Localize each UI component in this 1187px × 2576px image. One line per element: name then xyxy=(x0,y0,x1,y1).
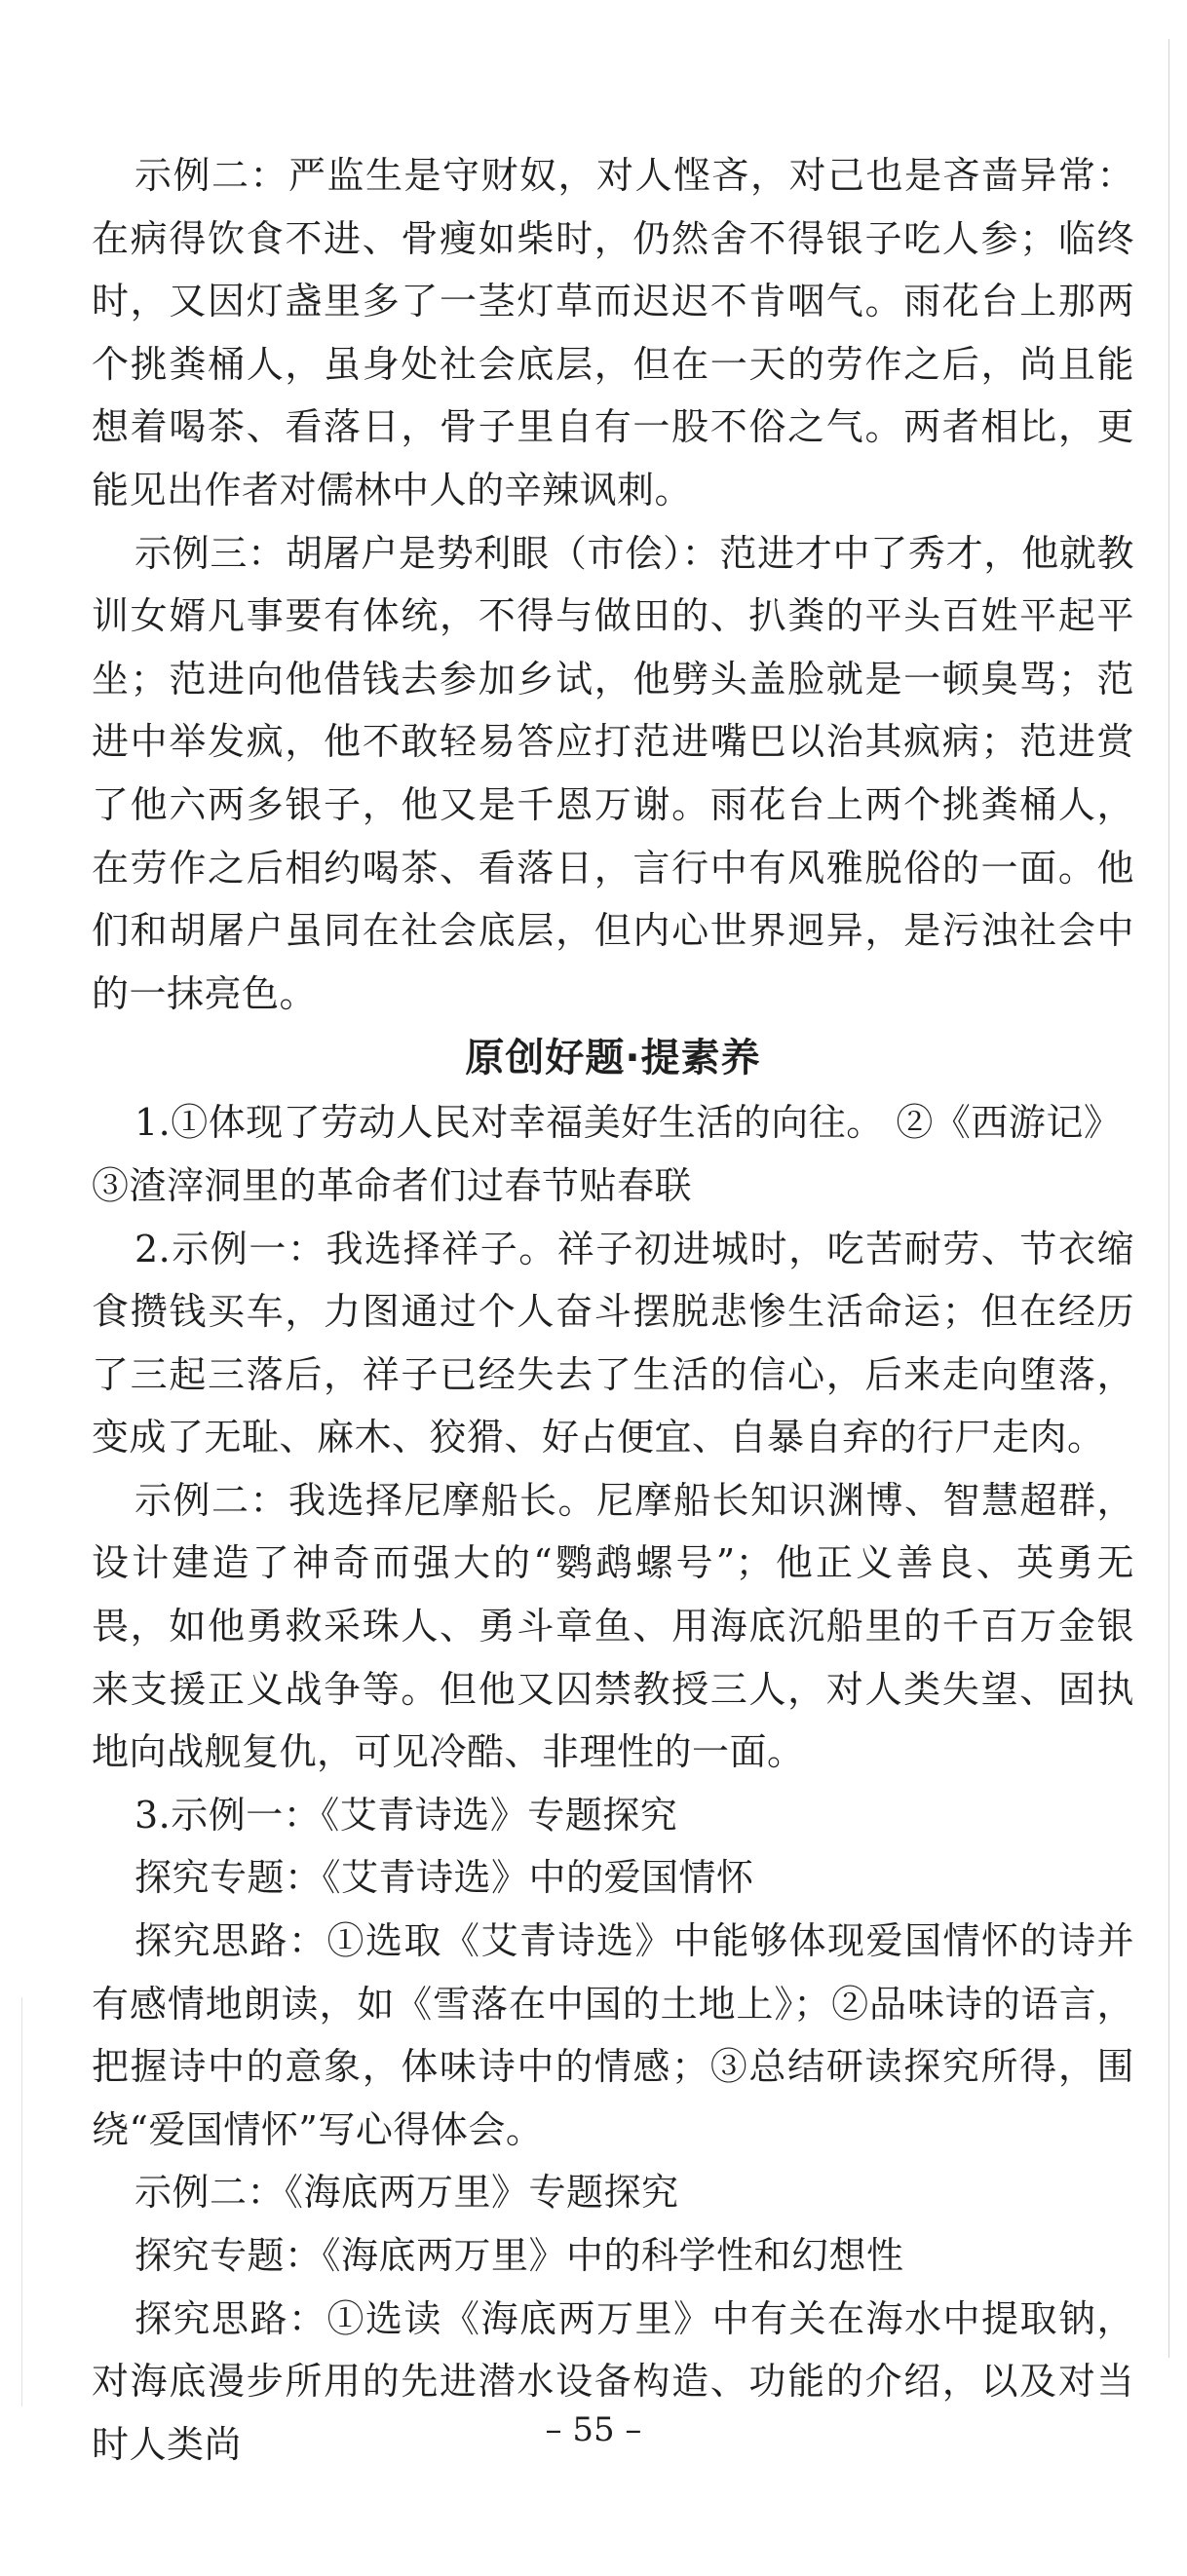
paragraph-question-3-example-one: 3.示例一：《艾青诗选》专题探究 xyxy=(134,1793,678,1837)
paragraph-question-1-continued: ③渣滓洞里的革命者们过春节贴春联 xyxy=(92,1163,693,1207)
paragraph-research-approach-2: 探究思路：①选读《海底两万里》中有关在海水中提取钠，对海底漫步所用的先进潜水设备构造、功能的介绍，以及对当时人类尚 xyxy=(92,2296,1134,2466)
paragraph-question-2-example-one: 2.示例一：我选择祥子。祥子初进城时，吃苦耐劳、节衣缩食攒钱买车，力图通过个人奋斗摆脱悲惨生活命运；但在经历了三起三落后，祥子已经失去了生活的信心，后来走向堕落，变成了无耻、麻木、狡猾、好占便宜、自暴自弃的行尸走肉。 xyxy=(92,1227,1134,1459)
answer-text-body xyxy=(92,144,1134,2476)
paragraph-question-1: 1.①体现了劳动人民对幸福美好生活的向往。 ②《西游记》 xyxy=(134,1101,1122,1145)
paragraph-research-topic-2: 探究专题：《海底两万里》中的科学性和幻想性 xyxy=(134,2234,904,2277)
paragraph-question-3-example-two: 示例二：《海底两万里》专题探究 xyxy=(134,2171,679,2215)
page-number: – 55 – xyxy=(545,2410,642,2449)
paragraph-question-2-example-two: 示例二：我选择尼摩船长。尼摩船长知识渊博、智慧超群，设计建造了神奇而强大的“鹦鹉螺号”；他正义善良、英勇无畏，如他勇救采珠人、勇斗章鱼、用海底沉船里的千百万金银来支援正义战争等。但他又囚禁教授三人，对人类失望、固执地向战舰复仇，可见冷酷、非理性的一面。 xyxy=(92,1478,1134,1774)
scan-edge-line-left xyxy=(21,1997,22,2406)
scan-edge-line xyxy=(1168,39,1169,2358)
section-heading: 原创好题·提素养 xyxy=(465,1036,761,1081)
paragraph-research-topic-1: 探究专题：《艾青诗选》中的爱国情怀 xyxy=(134,1856,754,1900)
paragraph-research-approach-1: 探究思路：①选取《艾青诗选》中能够体现爱国情怀的诗并有感情地朗读，如《雪落在中国的土地上》；②品味诗的语言，把握诗中的意象，体味诗中的情感；③总结研读探究所得，围绕“爱国情怀”写心得体会。 xyxy=(92,1919,1134,2151)
paragraph-example-three-hu-tuhu: 示例三：胡屠户是势利眼（市侩）：范进才中了秀才，他就教训女婿凡事要有体统，不得与做田的、扒粪的平头百姓平起平坐；范进向他借钱去参加乡试，他劈头盖脸就是一顿臭骂；范进中举发疯，他不敢轻易答应打范进嘴巴以治其疯病；范进赏了他六两多银子，他又是千恩万谢。雨花台上两个挑粪桶人，在劳作之后相约喝茶、看落日，言行中有风雅脱俗的一面。他们和胡屠户虽同在社会底层，但内心世界迥异，是污浊社会中的一抹亮色。 xyxy=(92,531,1134,1015)
paragraph-example-two-yan-jiansheng: 示例二：严监生是守财奴，对人悭吝，对己也是吝啬异常：在病得饮食不进、骨瘦如柴时，仍然舍不得银子吃人参；临终时，又因灯盏里多了一茎灯草而迟迟不肯咽气。雨花台上那两个挑粪桶人，虽身处社会底层，但在一天的劳作之后，尚且能想着喝茶、看落日，骨子里自有一股不俗之气。两者相比，更能见出作者对儒林中人的辛辣讽刺。 xyxy=(92,154,1134,511)
